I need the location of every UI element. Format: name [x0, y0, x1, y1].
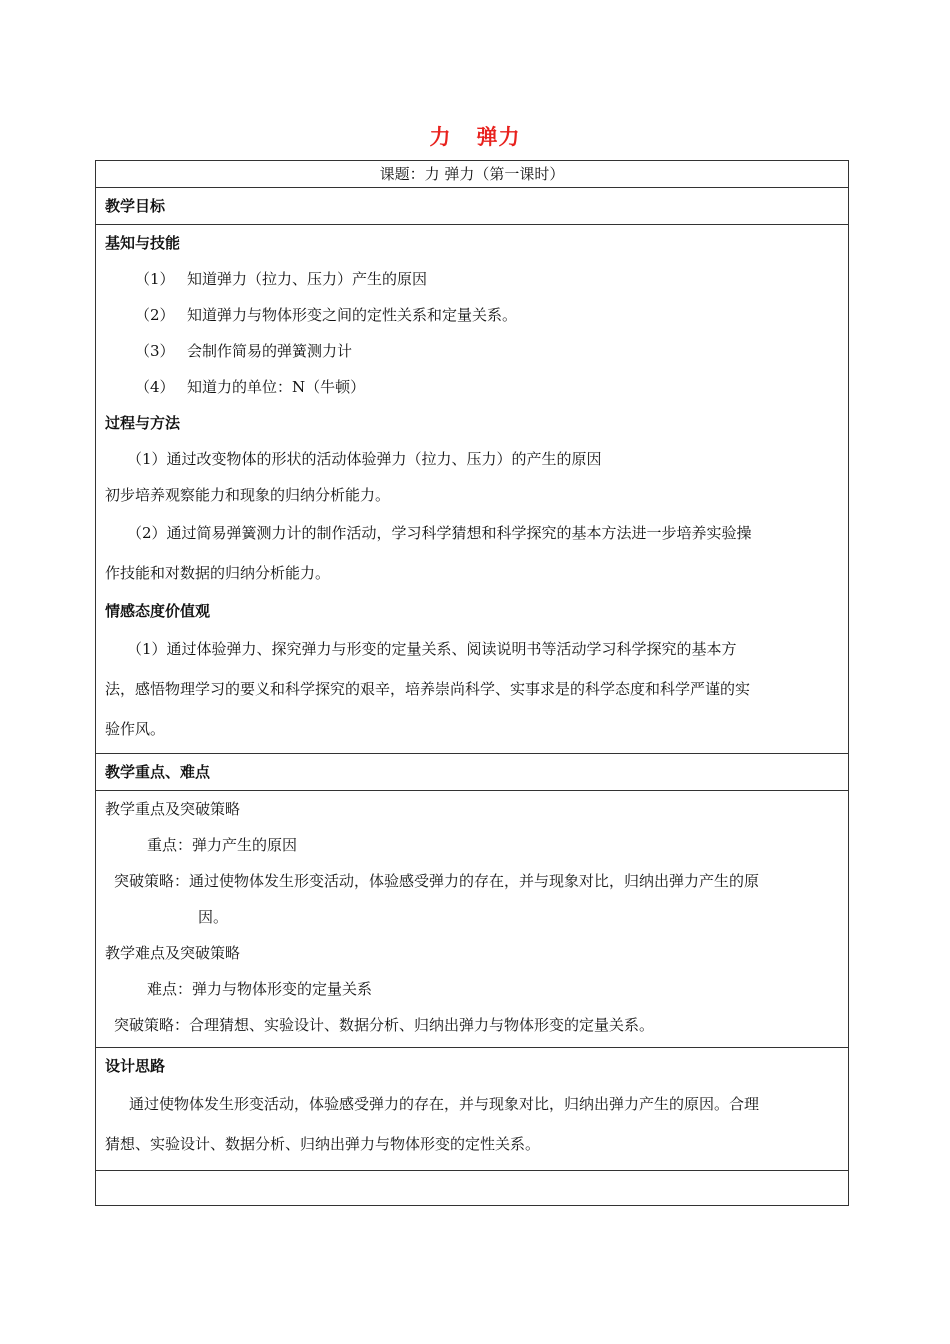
difficulty-strategy: 突破策略：合理猜想、实验设计、数据分析、归纳出弹力与物体形变的定量关系。 — [114, 1016, 655, 1034]
focus-text: 重点：弹力产生的原因 — [147, 836, 298, 854]
item-number: （2） — [135, 306, 175, 324]
emotion-paragraph: 法，感悟物理学习的要义和科学探究的艰辛，培养崇尚科学、实事求是的科学态度和科学严谨的实 — [105, 680, 751, 698]
emotion-paragraph: （1）通过体验弹力、探究弹力与形变的定量关系、阅读说明书等活动学习科学探究的基本方 — [127, 640, 737, 658]
focus-strategy: 突破策略：通过使物体发生形变活动，体验感受弹力的存在，并与现象对比，归纳出弹力产生的原 — [114, 872, 760, 890]
knowledge-item — [105, 369, 839, 405]
objectives-row — [96, 188, 849, 225]
process-paragraph: 作技能和对数据的归纳分析能力。 — [105, 564, 331, 582]
item-number: （1） — [135, 270, 175, 288]
emotion-heading: 情感态度价值观 — [105, 602, 211, 620]
subject-row — [96, 161, 849, 188]
design-heading: 设计思路 — [105, 1057, 166, 1075]
difficulty-heading: 教学难点及突破策略 — [105, 944, 241, 962]
item-text: 知道力的单位：N（牛顿） — [187, 378, 366, 396]
knowledge-item — [105, 333, 839, 369]
design-row — [96, 1048, 849, 1171]
empty-cell — [96, 1171, 849, 1206]
empty-row — [96, 1171, 849, 1206]
focus-heading: 教学重点及突破策略 — [105, 800, 241, 818]
strategy-row — [96, 791, 849, 1048]
process-paragraph: （1）通过改变物体的形状的活动体验弹力（拉力、压力）的产生的原因 — [127, 450, 602, 468]
lesson-table — [95, 160, 849, 1206]
item-text: 知道弹力与物体形变之间的定性关系和定量关系。 — [187, 306, 518, 324]
design-paragraph: 通过使物体发生形变活动，体验感受弹力的存在，并与现象对比，归纳出弹力产生的原因。合理 — [129, 1095, 760, 1113]
knowledge-item — [105, 297, 839, 333]
objectives-heading: 教学目标 — [105, 197, 166, 215]
subject-cell: 课题：力 弹力（第一课时） — [96, 161, 849, 188]
focus-strategy-cont: 因。 — [198, 908, 229, 926]
item-text: 会制作简易的弹簧测力计 — [187, 342, 353, 360]
document-title: 力 弹力 — [429, 125, 521, 149]
knowledge-heading: 基知与技能 — [105, 234, 181, 252]
process-paragraph: （2）通过简易弹簧测力计的制作活动，学习科学猜想和科学探究的基本方法进一步培养实验操 — [127, 524, 752, 542]
design-paragraph: 猜想、实验设计、数据分析、归纳出弹力与物体形变的定性关系。 — [105, 1135, 541, 1153]
knowledge-row — [96, 225, 849, 754]
difficulty-text: 难点：弹力与物体形变的定量关系 — [147, 980, 373, 998]
item-number: （3） — [135, 342, 175, 360]
process-paragraph: 初步培养观察能力和现象的归纳分析能力。 — [105, 486, 391, 504]
item-number: （4） — [135, 378, 175, 396]
key-points-heading: 教学重点、难点 — [105, 763, 211, 781]
key-points-row — [96, 754, 849, 791]
knowledge-item — [105, 261, 839, 297]
emotion-paragraph: 验作风。 — [105, 720, 166, 738]
process-heading: 过程与方法 — [105, 414, 181, 432]
item-text: 知道弹力（拉力、压力）产生的原因 — [187, 270, 428, 288]
